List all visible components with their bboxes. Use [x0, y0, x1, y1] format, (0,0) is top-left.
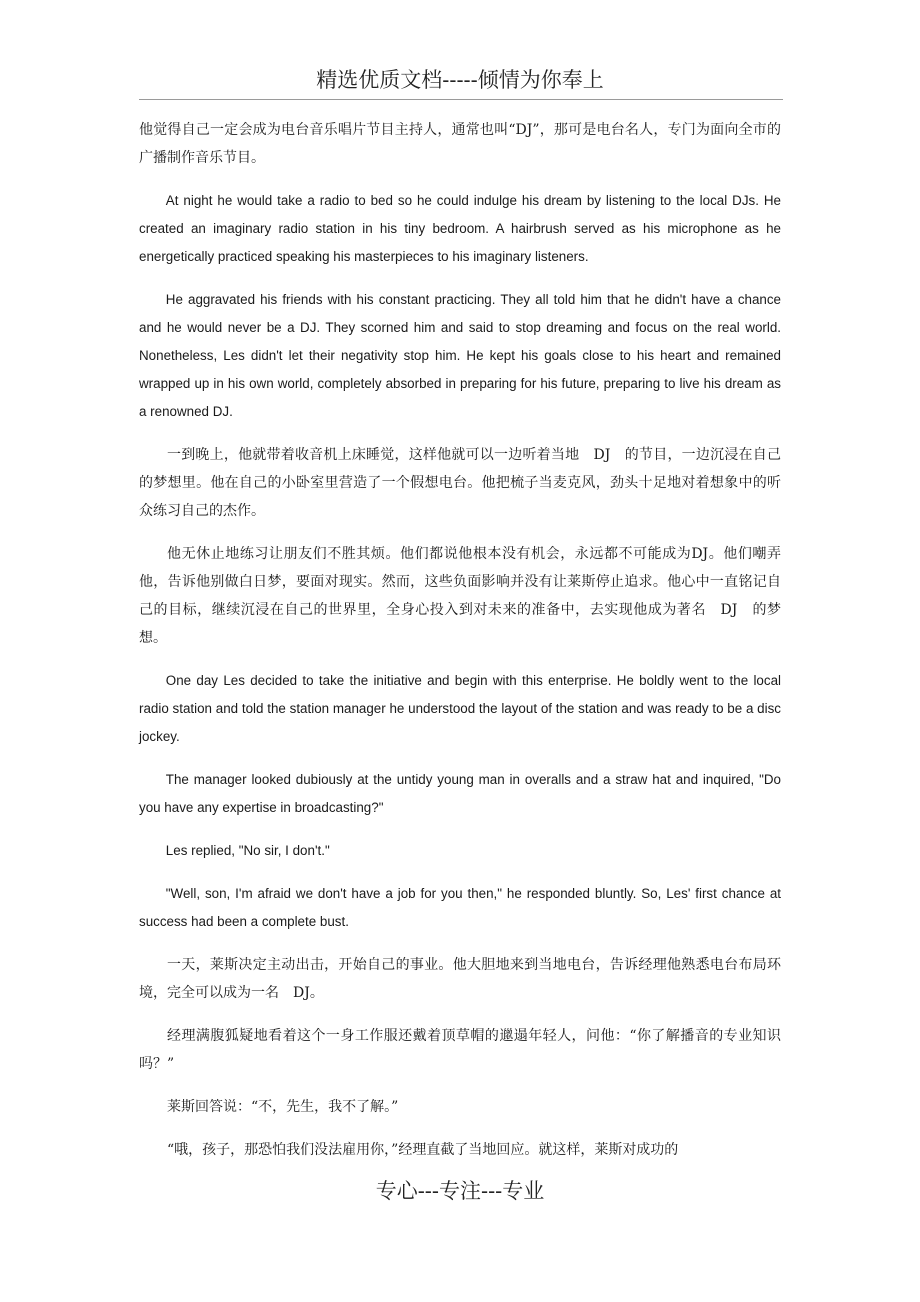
paragraph-zh-2: 一到晚上，他就带着收音机上床睡觉，这样他就可以一边听着当地 DJ 的节目，一边沉浸在自己的梦想里。他在自己的小卧室里营造了一个假想电台。他把梳子当麦克风，劲头十足地对着想象中的听众练习自己的杰作。	[139, 447, 781, 519]
paragraph-zh-4: 一天，莱斯决定主动出击，开始自己的事业。他大胆地来到当地电台，告诉经理他熟悉电台布局环境，完全可以成为一名 DJ。	[139, 957, 781, 1001]
paragraph-zh-6: 莱斯回答说：“不，先生，我不了解。”	[167, 1099, 399, 1115]
paragraph-en-3: One day Les decided to take the initiative and begin with this enterprise. He boldly went to the local radio station and told the station manager he understood the layout of the station and was ready to be a disc jockey.	[139, 673, 781, 744]
paragraph-zh-1: 他觉得自己一定会成为电台音乐唱片节目主持人，通常也叫“DJ”，那可是电台名人，专门为面向全市的广播制作音乐节目。	[139, 122, 781, 166]
header-divider	[139, 99, 783, 100]
paragraph-en-1: At night he would take a radio to bed so he could indulge his dream by listening to the local DJs. He created an imaginary radio station in his tiny bedroom. A hairbrush served as his microphone as he energetically practiced speaking his masterpieces to his imaginary listeners.	[139, 193, 781, 264]
paragraph-en-4: The manager looked dubiously at the untidy young man in overalls and a straw hat and inquired, "Do you have any expertise in broadcasting?"	[139, 772, 781, 815]
document-body	[139, 116, 781, 1179]
paragraph-en-5: Les replied, "No sir, I don't."	[165, 843, 330, 858]
paragraph-zh-5: 经理满腹狐疑地看着这个一身工作服还戴着顶草帽的邋遢年轻人，问他：“你了解播音的专业知识吗？”	[139, 1028, 781, 1072]
paragraph-en-2: He aggravated his friends with his constant practicing. They all told him that he didn't have a chance and he would never be a DJ. They scorned him and said to stop dreaming and focus on the real world. Nonetheless, Les didn't let their negativity stop him. He kept his goals close to his heart and remained wrapped up in his own world, completely absorbed in preparing for his future, preparing to live his dream as a renowned DJ.	[139, 292, 781, 419]
paragraph-zh-7: “哦，孩子，那恐怕我们没法雇用你，”经理直截了当地回应。就这样，莱斯对成功的	[167, 1142, 679, 1158]
paragraph-zh-3: 他无休止地练习让朋友们不胜其烦。他们都说他根本没有机会，永远都不可能成为DJ。他们嘲弄他，告诉他别做白日梦，要面对现实。然而，这些负面影响并没有让莱斯停止追求。他心中一直铭记自己的目标，继续沉浸在自己的世界里，全身心投入到对未来的准备中，去实现他成为著名 DJ 的梦想。	[139, 546, 781, 646]
page-footer-title: 专心---专注---专业	[375, 1179, 545, 1203]
paragraph-en-6: "Well, son, I'm afraid we don't have a job for you then," he responded bluntly. So, Les' first chance at success had been a complete bust.	[139, 886, 781, 929]
page-header-title: 精选优质文档-----倾情为你奉上	[316, 68, 604, 92]
